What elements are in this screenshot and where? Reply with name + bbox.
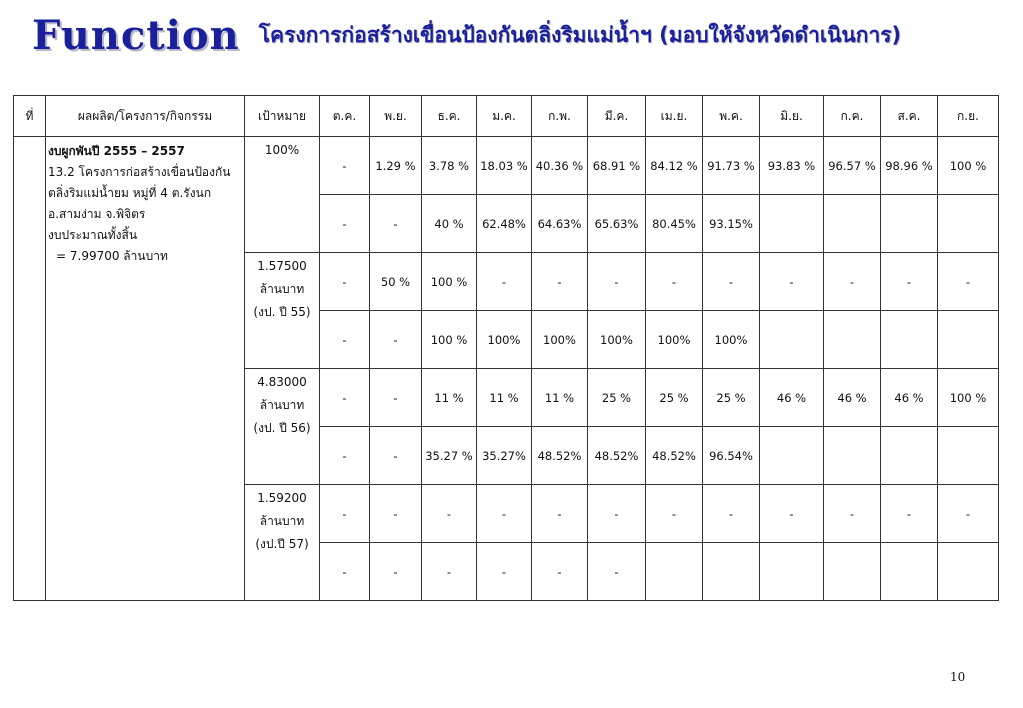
month-value-cell: -: [370, 369, 422, 427]
column-header: ธ.ค.: [422, 96, 477, 137]
month-value-cell: -: [532, 485, 588, 543]
month-value-cell: 48.52%: [646, 427, 703, 485]
month-value-cell: 100%: [477, 311, 532, 369]
month-value-cell: 100%: [703, 311, 760, 369]
month-value-cell: -: [320, 427, 370, 485]
month-value-cell: -: [881, 253, 938, 311]
month-value-cell: [824, 543, 881, 601]
column-header: ก.ค.: [824, 96, 881, 137]
month-value-cell: 65.63%: [588, 195, 646, 253]
month-value-cell: [881, 311, 938, 369]
target-line: 4.83000: [257, 375, 307, 389]
month-value-cell: [881, 543, 938, 601]
month-value-cell: -: [320, 369, 370, 427]
month-value-cell: -: [824, 485, 881, 543]
month-value-cell: 11 %: [422, 369, 477, 427]
month-value-cell: 46 %: [760, 369, 824, 427]
month-value-cell: 62.48%: [477, 195, 532, 253]
slide-title: [32, 12, 901, 62]
month-value-cell: [703, 543, 760, 601]
month-value-cell: 1.29 %: [370, 137, 422, 195]
month-value-cell: [824, 311, 881, 369]
month-value-cell: -: [320, 311, 370, 369]
target-line: (งป. ปี 55): [253, 305, 311, 319]
column-header: ผลผลิต/โครงการ/กิจกรรม: [46, 96, 245, 137]
month-value-cell: -: [588, 253, 646, 311]
month-value-cell: 100 %: [938, 369, 999, 427]
month-value-cell: 48.52%: [532, 427, 588, 485]
column-header: ส.ค.: [881, 96, 938, 137]
month-value-cell: 96.54%: [703, 427, 760, 485]
month-value-cell: -: [320, 543, 370, 601]
month-value-cell: [938, 543, 999, 601]
target-line: 100%: [264, 143, 300, 157]
month-value-cell: 35.27%: [477, 427, 532, 485]
month-value-cell: -: [588, 485, 646, 543]
month-value-cell: 80.45%: [646, 195, 703, 253]
month-value-cell: [760, 543, 824, 601]
month-value-cell: 11 %: [477, 369, 532, 427]
month-value-cell: 100%: [532, 311, 588, 369]
project-description-line: อ.สามง่าม จ.พิจิตร: [48, 207, 146, 221]
month-value-cell: [938, 427, 999, 485]
project-description: [46, 137, 245, 601]
month-value-cell: -: [370, 427, 422, 485]
month-value-cell: 18.03 %: [477, 137, 532, 195]
month-value-cell: [760, 195, 824, 253]
target-line: 1.57500: [257, 259, 307, 273]
month-value-cell: 100%: [588, 311, 646, 369]
month-value-cell: -: [370, 543, 422, 601]
month-value-cell: [938, 195, 999, 253]
month-value-cell: -: [646, 485, 703, 543]
month-value-cell: -: [703, 253, 760, 311]
month-value-cell: -: [532, 253, 588, 311]
month-value-cell: -: [422, 543, 477, 601]
target-line: ล้านบาท: [259, 282, 305, 296]
month-value-cell: -: [532, 543, 588, 601]
month-value-cell: 46 %: [824, 369, 881, 427]
month-value-cell: 100%: [646, 311, 703, 369]
item-number-cell: [14, 137, 46, 601]
month-value-cell: -: [422, 485, 477, 543]
month-value-cell: 25 %: [703, 369, 760, 427]
month-value-cell: 84.12 %: [646, 137, 703, 195]
target-cell: [245, 369, 320, 485]
project-budget-heading: งบผูกพันปี 2555 – 2557: [48, 144, 185, 158]
month-value-cell: [760, 427, 824, 485]
month-value-cell: -: [370, 311, 422, 369]
month-value-cell: -: [703, 485, 760, 543]
target-line: ล้านบาท: [259, 398, 305, 412]
month-value-cell: 93.83 %: [760, 137, 824, 195]
month-value-cell: -: [320, 253, 370, 311]
target-cell: [245, 485, 320, 601]
month-value-cell: 98.96 %: [881, 137, 938, 195]
column-header: พ.ย.: [370, 96, 422, 137]
month-value-cell: 96.57 %: [824, 137, 881, 195]
month-value-cell: 93.15%: [703, 195, 760, 253]
month-value-cell: 50 %: [370, 253, 422, 311]
page-number: 10: [950, 670, 966, 684]
column-header: มี.ค.: [588, 96, 646, 137]
month-value-cell: 100 %: [422, 253, 477, 311]
target-line: 1.59200: [257, 491, 307, 505]
target-cell: [245, 137, 320, 253]
target-line: (งป.ปี 57): [255, 537, 309, 551]
month-value-cell: [881, 427, 938, 485]
title-main: Function: [32, 12, 240, 59]
month-value-cell: 35.27 %: [422, 427, 477, 485]
month-value-cell: -: [320, 137, 370, 195]
project-description-line: งบประมาณทั้งสิ้น: [48, 228, 138, 242]
month-value-cell: -: [320, 195, 370, 253]
month-value-cell: 100 %: [938, 137, 999, 195]
month-value-cell: -: [938, 485, 999, 543]
column-header: ต.ค.: [320, 96, 370, 137]
month-value-cell: [881, 195, 938, 253]
progress-table: [13, 95, 999, 601]
column-header: เม.ย.: [646, 96, 703, 137]
column-header: ก.ย.: [938, 96, 999, 137]
month-value-cell: [938, 311, 999, 369]
column-header: ม.ค.: [477, 96, 532, 137]
month-value-cell: -: [760, 253, 824, 311]
column-header: พ.ค.: [703, 96, 760, 137]
month-value-cell: 46 %: [881, 369, 938, 427]
project-description-line: = 7.99700 ล้านบาท: [56, 249, 168, 263]
month-value-cell: -: [588, 543, 646, 601]
month-value-cell: 48.52%: [588, 427, 646, 485]
target-cell: [245, 253, 320, 369]
month-value-cell: -: [881, 485, 938, 543]
month-value-cell: -: [320, 485, 370, 543]
month-value-cell: -: [477, 543, 532, 601]
month-value-cell: [824, 427, 881, 485]
target-line: (งป. ปี 56): [253, 421, 311, 435]
month-value-cell: [646, 543, 703, 601]
column-header: ที่: [14, 96, 46, 137]
month-value-cell: -: [477, 485, 532, 543]
target-line: ล้านบาท: [259, 514, 305, 528]
month-value-cell: 25 %: [588, 369, 646, 427]
month-value-cell: 68.91 %: [588, 137, 646, 195]
project-description-line: 13.2 โครงการก่อสร้างเขื่อนป้องกัน: [48, 165, 231, 179]
month-value-cell: -: [370, 195, 422, 253]
column-header: ก.พ.: [532, 96, 588, 137]
column-header: มิ.ย.: [760, 96, 824, 137]
month-value-cell: -: [477, 253, 532, 311]
table-header-row: [14, 96, 999, 137]
month-value-cell: 91.73 %: [703, 137, 760, 195]
project-description-line: ตลิ่งริมแม่น้ำยม หมู่ที่ 4 ต.รังนก: [48, 186, 212, 200]
month-value-cell: [824, 195, 881, 253]
month-value-cell: 40.36 %: [532, 137, 588, 195]
column-header: เป้าหมาย: [245, 96, 320, 137]
month-value-cell: 40 %: [422, 195, 477, 253]
month-value-cell: -: [646, 253, 703, 311]
month-value-cell: 25 %: [646, 369, 703, 427]
month-value-cell: [760, 311, 824, 369]
month-value-cell: 100 %: [422, 311, 477, 369]
month-value-cell: 64.63%: [532, 195, 588, 253]
month-value-cell: 3.78 %: [422, 137, 477, 195]
month-value-cell: -: [824, 253, 881, 311]
month-value-cell: -: [370, 485, 422, 543]
month-value-cell: 11 %: [532, 369, 588, 427]
month-value-cell: -: [760, 485, 824, 543]
table-row: [14, 137, 999, 195]
title-subtitle: โครงการก่อสร้างเขื่อนป้องกันตลิ่งริมแม่น้ำฯ (มอบให้จังหวัดดำเนินการ): [258, 23, 902, 47]
month-value-cell: -: [938, 253, 999, 311]
